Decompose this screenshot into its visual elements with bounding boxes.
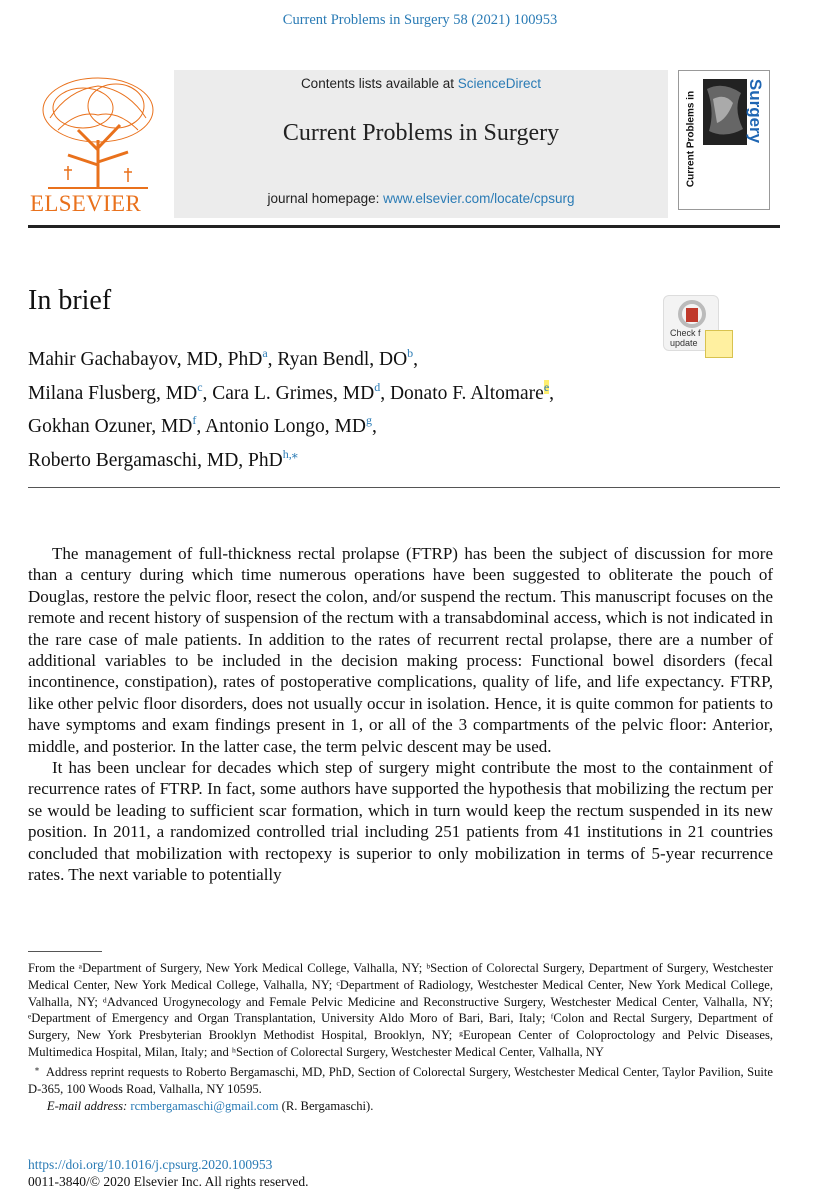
footnote-rule [28,951,102,952]
affiliation-link[interactable]: a [262,346,268,360]
author-name: Roberto Bergamaschi, MD, PhD [28,449,283,471]
cover-brand: Surgery [746,78,765,144]
affiliation-link[interactable]: f [192,413,197,427]
journal-citation[interactable]: Current Problems in Surgery 58 (2021) 100953 [282,12,558,28]
author-list: Mahir Gachabayov, MD, PhD$^a$, Ryan Bendl, $DO^b$, Milana Flusberg, $MD^c$, Cara L. Grimes, $MD^d$, Donato F. Altomare$^e$, Gokhan Ozuner, $MD^f$, Antonio Longo, $MD^g$, Roberto Bergamaschi, MD, PhD$^{h,⁎}$ [28,346,555,471]
email-footnote [28,1098,773,1115]
body-paragraph: The management of full-thickness rectal prolapse (FTRP) has been the subject of discussion for more than a century during which time numerous operations have been suggested to obliterate the pouch of Douglas, restore the pelvic floor, resect the colon, and/or suspend the rectum. This manuscript focuses on the remote and recent history of suspension of the rectum with a transabdominal access, which is not indicated in the rare case of male patients. In addition to the rates of recurrent rectal prolapse, there are a number of additional variables to be included in the decision making process: Functional bowel disorders (fecal incontinence, constipation), rates of postoperative complications, quality of life, and life expectancy. FTRP, like other pelvic floor disorders, does not usually occur in isolation. Hence, it is quite common for patients to have symptoms and exam findings present in 1, or all of the 3 compartments of the pelvic floor: Anterior, middle, and posterior. In the latter case, the term pelvic descent may be used. [28,544,773,756]
contents-prefix: Contents lists available at [300,76,458,91]
author-name: Donato F. Altomare [389,382,544,404]
homepage-prefix: journal homepage: [267,191,384,206]
author-name: Cara L. Grimes, MD [212,382,375,404]
reprint-marker: ⁎ [34,1063,39,1073]
homepage-line [174,191,668,206]
email-label: E-mail address: [46,1098,128,1113]
footnotes [28,960,773,1114]
journal-title: Current Problems in Surgery [282,120,560,146]
doi-link[interactable]: https://doi.org/10.1016/j.cpsurg.2020.100953 [28,1157,273,1172]
author-name: Milana Flusberg, MD [28,382,198,404]
journal-homepage-link[interactable]: www.elsevier.com/locate/cpsurg [383,191,575,206]
author-name: Gokhan Ozuner, MD [28,416,193,437]
bookmark-icon [686,308,698,322]
reprint-text: Address reprint requests to Roberto Bergamaschi, MD, PhD, Section of Colorectal Surgery, Westchester Medical Center, Taylor Pavilion, Suite D-365, 100 Woods Road, Valhalla, NY 10595. [28,1064,774,1096]
cover-image [703,79,747,145]
check-line1: Check f [670,328,701,338]
affiliations-footnote: From the ᵃDepartment of Surgery, New York Medical College, Valhalla, NY; ᵇSection of Colorectal Surgery, Department of Surgery, Westchester Medical Center, New York Medical College, Valhalla, NY; ᶜDepartment of Radiology, Westchester Medical Center, New York Medical College, Valhalla, NY; ᵈAdvanced Urogynecology and Female Pelvic Medicine and Reconstructive Surgery, Westchester Medical Center, Valhalla, NY; ᵉDepartment of Emergency and Organ Transplantation, University Aldo Moro of Bari, Bari, Italy; ᶠColon and Rectal Surgery, Department of Surgery, New York Presbyterian Brooklyn Methodist Hospital, Brooklyn, NY; ᵍEuropean Center of Coloproctology and Pelvic Diseases, Multimedica Hospital, Milan, Italy; and ʰSection of Colorectal Surgery, Westchester Medical Center, Valhalla, NY [28,961,773,1059]
affiliation-link[interactable]: b [407,346,414,360]
author-name: Mahir Gachabayov, MD, PhD [28,349,263,370]
header-rule [28,225,780,228]
journal-header [28,70,780,222]
affiliation-link-highlighted[interactable]: e [543,379,550,394]
article-body [28,543,773,886]
copyright: 0011-3840/© 2020 Elsevier Inc. All rights reserved. [28,1174,309,1189]
sciencedirect-link[interactable]: ScienceDirect [457,76,542,91]
author-name: Ryan Bendl, DO [277,349,408,370]
journal-banner [174,70,668,218]
email-link[interactable]: rcmbergamaschi@gmail.com [130,1098,279,1113]
author-name: Antonio Longo, MD [205,416,366,437]
elsevier-logo [28,70,168,222]
journal-cover[interactable] [678,70,770,210]
affiliation-link[interactable]: d [374,379,381,394]
elsevier-tree-icon [28,70,168,190]
email-suffix: (R. Bergamaschi). [281,1098,374,1113]
reprint-footnote [28,1061,773,1098]
article-type: In brief [28,285,112,316]
affiliation-link[interactable]: g [365,413,372,427]
authors-rule [28,487,780,488]
affiliation-link[interactable]: h,⁎ [282,446,298,461]
body-paragraph: It has been unclear for decades which step of surgery might contribute the most to the containment of recurrence rates of FTRP. In fact, some authors have supported the hypothesis that mobilizing the rectum per se would be leading to sufficient scar formation, which in turn would keep the rectum suspended in its new position. In 2011, a randomized controlled trial including 251 patients from 41 institutions in 21 countries concluded that mobilization with rectopexy is superior to only mobilization in terms of 5-year recurrence rates. The next variable to potentially [28,758,773,885]
check-line2: update [670,338,698,348]
affiliation-link[interactable]: c [197,379,203,394]
elsevier-wordmark: ELSEVIER [30,191,141,216]
contents-line [174,76,668,91]
cover-side-text: Current Problems in [685,90,697,188]
